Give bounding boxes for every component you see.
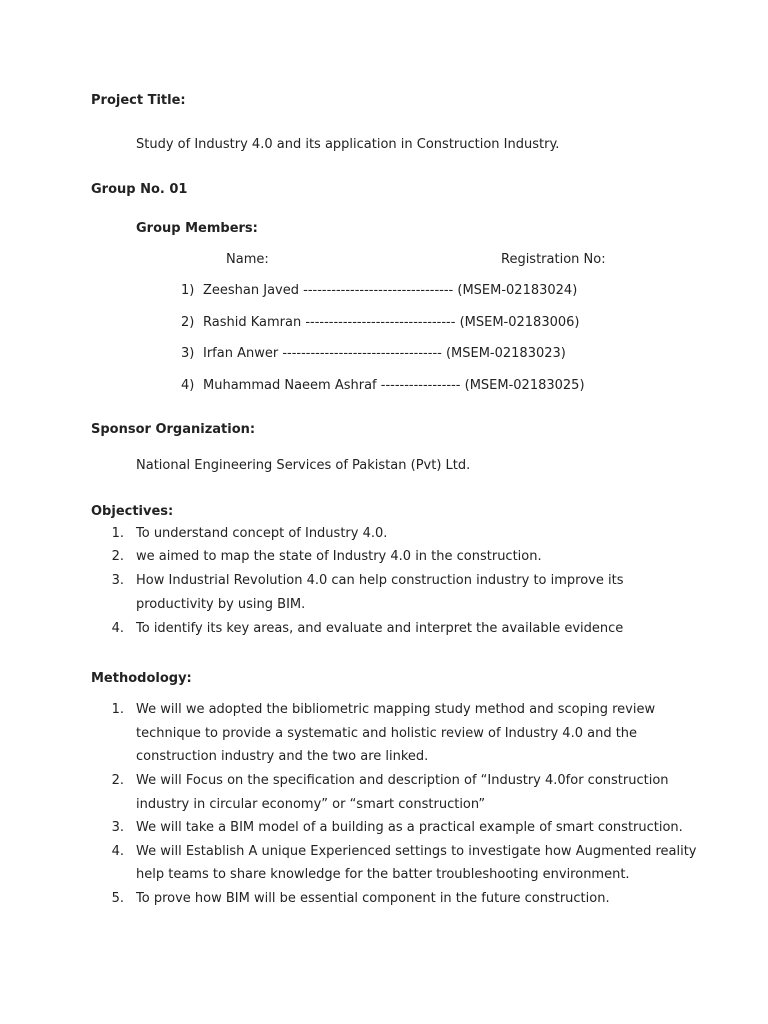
list-line: We will Focus on the specification and description of “Industry 4.0for construction bbox=[136, 773, 669, 788]
member-entry: Muhammad Naeem Ashraf ----------------- (MSEM-02183025) bbox=[203, 378, 585, 393]
member-number: 3) bbox=[181, 346, 195, 361]
list-number: 4. bbox=[111, 844, 124, 859]
list-line: we aimed to map the state of Industry 4.0 in the construction. bbox=[136, 549, 542, 564]
list-line: We will we adopted the bibliometric mapping study method and scoping review bbox=[136, 702, 656, 717]
project-title-heading: Project Title: bbox=[91, 93, 186, 108]
sponsor-heading: Sponsor Organization: bbox=[91, 422, 256, 437]
list-line: industry in circular economy” or “smart construction” bbox=[136, 797, 486, 812]
list-number: 2. bbox=[111, 773, 124, 788]
list-line: We will Establish A unique Experienced settings to investigate how Augmented reality bbox=[136, 844, 697, 859]
name-column-label: Name: bbox=[226, 252, 269, 267]
list-line: How Industrial Revolution 4.0 can help construction industry to improve its bbox=[136, 573, 624, 588]
list-line: To prove how BIM will be essential component in the future construction. bbox=[136, 891, 610, 906]
list-number: 3. bbox=[111, 820, 124, 835]
member-number: 2) bbox=[181, 315, 195, 330]
list-line: We will take a BIM model of a building as a practical example of smart construction. bbox=[136, 820, 683, 835]
list-number: 2. bbox=[111, 549, 124, 564]
list-number: 4. bbox=[111, 621, 124, 636]
member-number: 1) bbox=[181, 283, 195, 298]
objectives-heading: Objectives: bbox=[91, 504, 174, 519]
group-number-heading: Group No. 01 bbox=[91, 182, 188, 197]
member-entry: Zeeshan Javed -------------------------------- (MSEM-02183024) bbox=[203, 283, 578, 298]
list-line: technique to provide a systematic and holistic review of Industry 4.0 and the bbox=[136, 726, 638, 741]
member-entry: Rashid Kamran -------------------------------- (MSEM-02183006) bbox=[203, 315, 580, 330]
list-line: To understand concept of Industry 4.0. bbox=[136, 526, 388, 541]
list-number: 1. bbox=[111, 526, 124, 541]
methodology-heading: Methodology: bbox=[91, 671, 192, 686]
list-line: To identify its key areas, and evaluate and interpret the available evidence bbox=[136, 621, 624, 636]
list-number: 5. bbox=[111, 891, 124, 906]
list-line: construction industry and the two are linked. bbox=[136, 749, 429, 764]
member-entry: Irfan Anwer ---------------------------------- (MSEM-02183023) bbox=[203, 346, 566, 361]
list-line: help teams to share knowledge for the batter troubleshooting environment. bbox=[136, 867, 630, 882]
member-number: 4) bbox=[181, 378, 195, 393]
project-title-text: Study of Industry 4.0 and its application in Construction Industry. bbox=[136, 137, 560, 152]
registration-column-label: Registration No: bbox=[501, 252, 606, 267]
list-line: productivity by using BIM. bbox=[136, 597, 306, 612]
list-number: 3. bbox=[111, 573, 124, 588]
group-members-heading: Group Members: bbox=[136, 221, 258, 236]
sponsor-name: National Engineering Services of Pakistan (Pvt) Ltd. bbox=[136, 458, 471, 473]
list-number: 1. bbox=[111, 702, 124, 717]
